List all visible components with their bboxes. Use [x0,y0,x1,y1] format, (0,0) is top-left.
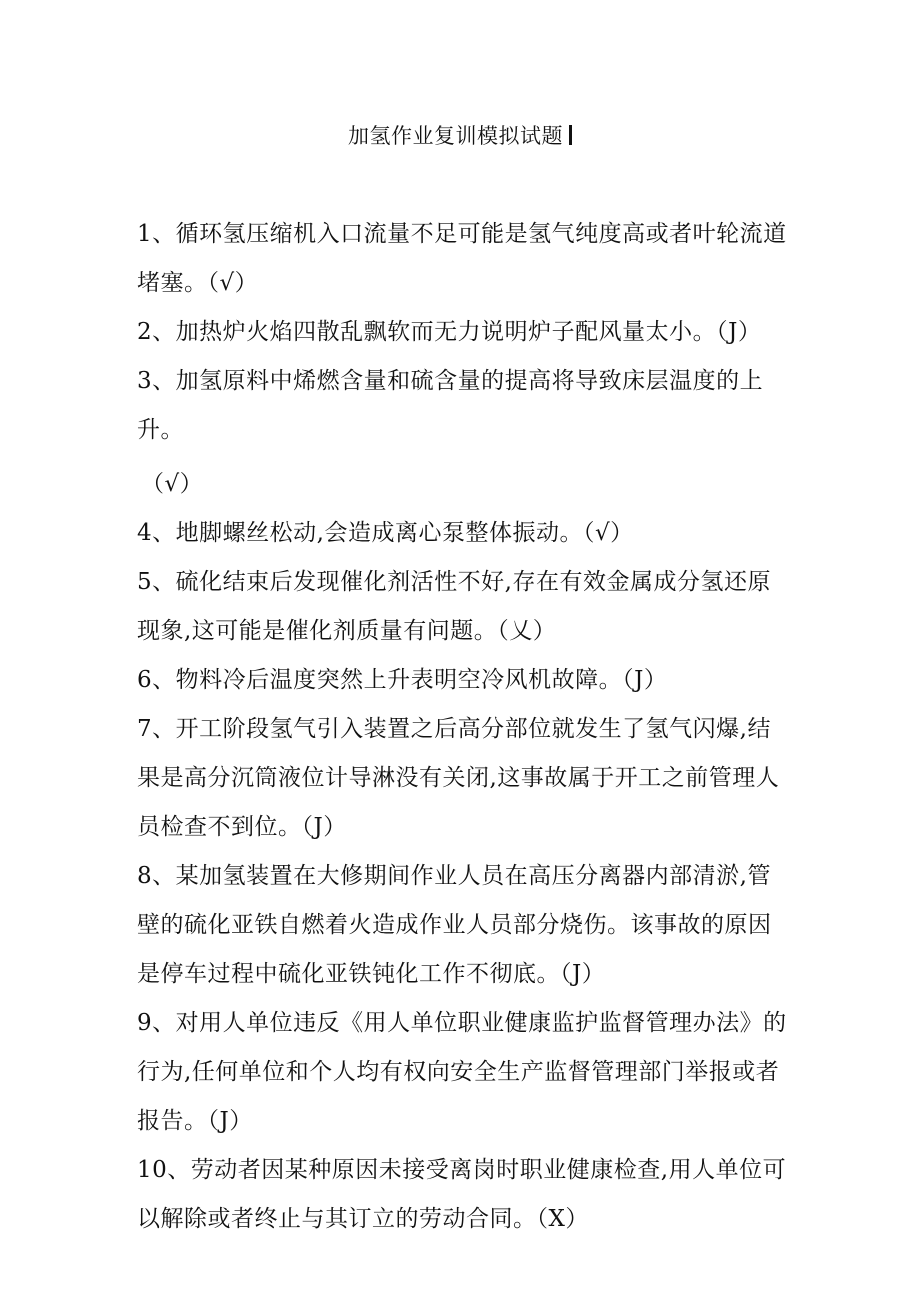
title-cursor-mark [569,125,572,145]
question-item-10: 10、劳动者因某种原因未接受离岗时职业健康检查,用人单位可以解除或者终止与其订立的劳动合同。（X） [137,1157,787,1232]
question-item-6: 6、物料冷后温度突然上升表明空冷风机故障。（J） [137,667,668,693]
question-3-text: 3、加氢原料中烯燃含量和硫含量的提高将导致床层温度的上升。 [137,368,764,443]
question-item-9: 9、对用人单位违反《用人单位职业健康监护监督管理办法》的行为,任何单位和个人均有权向安全生产监督管理部门举报或者报告。（J） [137,1010,787,1134]
question-item-5: 5、硫化结束后发现催化剂活性不好,存在有效金属成分氢还原现象,这可能是催化剂质量有问题。（乂） [137,569,771,644]
question-item-4: 4、地脚螺丝松动,会造成离心泵整体振动。（√） [137,520,634,546]
title-text: 加氢作业复训模拟试题 [348,124,563,148]
page-title [0,118,920,154]
question-item-8: 8、某加氢装置在大修期间作业人员在高压分离器内部清淤,管壁的硫化亚铁自燃着火造成作业人员部分烧伤。该事故的原因是停车过程中硫化亚铁钝化工作不彻底。（J） [137,863,772,987]
question-list [137,210,787,1244]
question-item-7: 7、开工阶段氢气引入装置之后高分部位就发生了氢气闪爆,结果是高分沉筒液位计导淋没有关闭,这事故属于开工之前管理人员检查不到位。（J） [137,716,780,840]
question-item-3 [137,357,787,509]
question-item-1: 1、循环氢压缩机入口流量不足可能是氢气纯度高或者叶轮流道堵塞。（√） [137,221,787,296]
question-item-2: 2、加热炉火焰四散乱飘软而无力说明炉子配风量太小。（J） [137,319,762,345]
question-3-answer: （√） [141,471,204,497]
